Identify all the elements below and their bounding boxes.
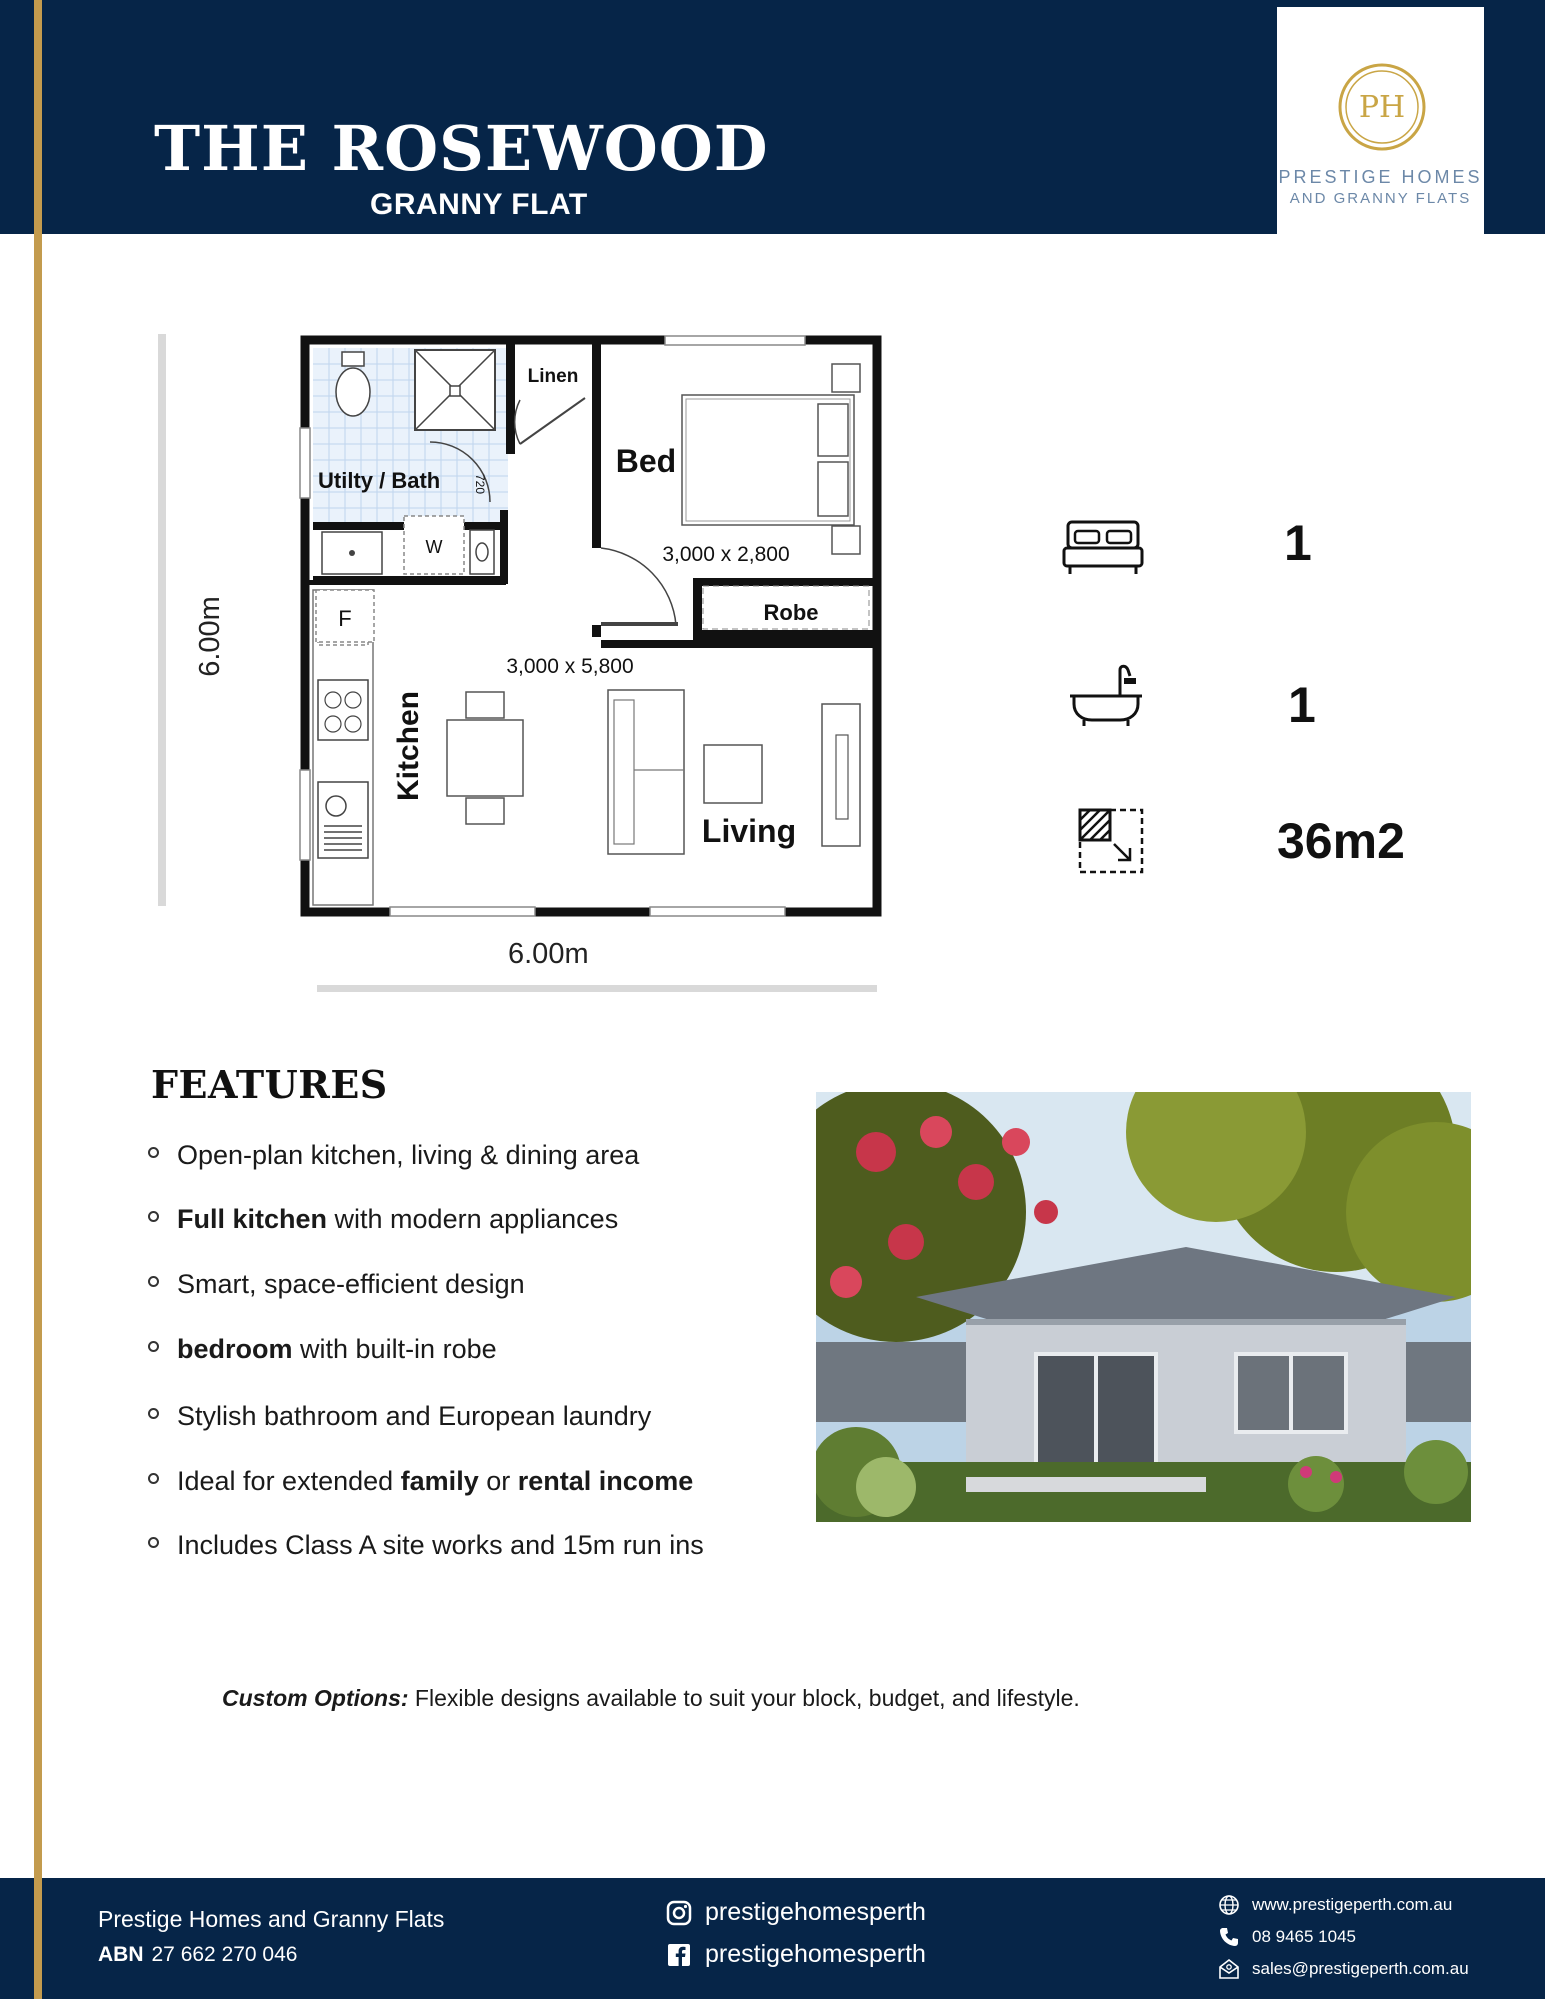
bullet-circle-icon xyxy=(148,1276,159,1287)
website-link[interactable]: www.prestigeperth.com.au xyxy=(1218,1894,1452,1916)
custom-options-note: Custom Options: Flexible designs available to suit your block, budget, and lifestyle. xyxy=(222,1685,1080,1711)
room-label-robe: Robe xyxy=(763,600,819,625)
page-subtitle: GRANNY FLAT xyxy=(370,188,588,221)
monogram-logo-icon xyxy=(1337,62,1427,152)
window-top xyxy=(665,336,805,345)
room-label-linen: Linen xyxy=(527,366,579,387)
height-dimension-label: 6.00m xyxy=(193,596,226,677)
room-label-utility-bath: Utilty / Bath xyxy=(318,468,441,493)
page-title: THE ROSEWOOD xyxy=(154,112,769,185)
bullet-circle-icon xyxy=(148,1341,159,1352)
feature-item: Open-plan kitchen, living & dining area xyxy=(148,1140,639,1171)
logo-subtitle: AND GRANNY FLATS xyxy=(1289,190,1472,207)
floor-area-value: 36m2 xyxy=(1277,813,1405,869)
email-link[interactable]: sales@prestigeperth.com.au xyxy=(1218,1958,1469,1980)
gold-accent-rule xyxy=(34,0,42,1999)
window-bottom-left xyxy=(390,907,535,916)
feature-item: Includes Class A site works and 15m run ins xyxy=(148,1530,704,1561)
height-dimension-bar xyxy=(158,334,166,906)
feature-item: bedroom with built-in robe xyxy=(148,1334,497,1365)
room-label-bed: Bed xyxy=(615,443,677,479)
washer-label: W xyxy=(425,537,443,557)
globe-icon xyxy=(1218,1894,1240,1916)
logo-name: PRESTIGE HOMES xyxy=(1278,167,1483,187)
feature-item: Ideal for extended family or rental income xyxy=(148,1466,693,1497)
footer-abn: ABN 27 662 270 046 xyxy=(98,1943,298,1966)
window-left-bath xyxy=(300,428,310,498)
bathtub-icon xyxy=(1064,660,1150,730)
instagram-icon xyxy=(665,1899,693,1927)
room-label-kitchen: Kitchen xyxy=(392,690,425,802)
bathroom-count: 1 xyxy=(1288,677,1316,733)
width-dimension-label: 6.00m xyxy=(508,938,589,970)
bullet-circle-icon xyxy=(148,1211,159,1222)
feature-item: Smart, space-efficient design xyxy=(148,1269,525,1300)
logo-monogram: PH xyxy=(1358,90,1406,125)
bedroom-count: 1 xyxy=(1284,515,1312,571)
facebook-icon xyxy=(665,1941,693,1969)
facebook-link[interactable]: prestigehomesperth xyxy=(665,1940,926,1969)
living-dimensions: 3,000 x 5,800 xyxy=(506,655,634,678)
floor-area-icon xyxy=(1068,806,1154,876)
bullet-circle-icon xyxy=(148,1147,159,1158)
footer xyxy=(0,1878,1545,1999)
feature-item: Full kitchen with modern appliances xyxy=(148,1204,618,1235)
bullet-circle-icon xyxy=(148,1537,159,1548)
instagram-link[interactable]: prestigehomesperth xyxy=(665,1898,926,1927)
bed-dimensions: 3,000 x 2,800 xyxy=(662,543,790,566)
bullet-circle-icon xyxy=(148,1408,159,1419)
phone-link[interactable]: 08 9465 1045 xyxy=(1218,1926,1356,1948)
room-label-living: Living xyxy=(701,813,797,849)
company-logo xyxy=(1277,7,1484,235)
window-bottom-right xyxy=(650,907,785,916)
granny-flat-photo xyxy=(816,1092,1471,1522)
bath-dimension-label: 720 xyxy=(473,474,487,495)
phone-icon xyxy=(1218,1926,1240,1948)
email-icon xyxy=(1218,1958,1240,1980)
features-heading: FEATURES xyxy=(151,1062,388,1107)
footer-company-name: Prestige Homes and Granny Flats xyxy=(98,1906,445,1932)
fridge-label: F xyxy=(338,606,352,631)
floor-plan xyxy=(150,330,890,1000)
window-left-kitchen xyxy=(300,770,310,860)
bed-icon xyxy=(1060,512,1146,582)
bullet-circle-icon xyxy=(148,1473,159,1484)
width-dimension-bar xyxy=(317,985,877,992)
feature-item: Stylish bathroom and European laundry xyxy=(148,1401,651,1432)
header-banner xyxy=(0,0,1545,234)
